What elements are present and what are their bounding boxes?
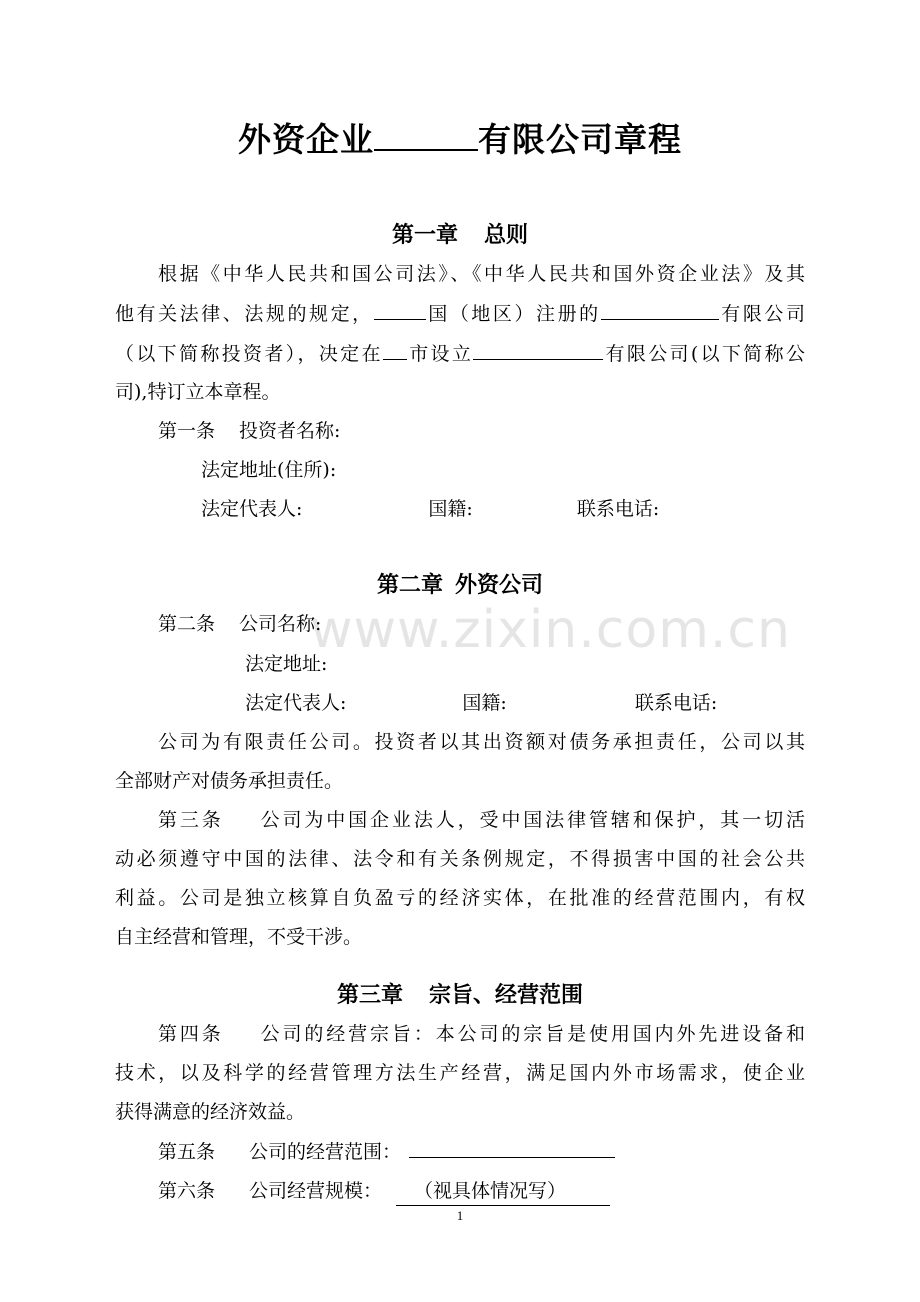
article-3: 第三条 公司为中国企业法人，受中国法律管辖和保护，其一切活 bbox=[158, 809, 805, 831]
paragraph-line: （以下简称投资者），决定在 市设立 有限公司(以下简称公 bbox=[115, 339, 805, 368]
watermark: www.zixin.com.cn bbox=[310, 600, 791, 660]
article-4: 第四条 公司的经营宗旨：本公司的宗旨是使用国内外先进设备和 bbox=[158, 1023, 805, 1045]
chapter-1-number: 第一章 bbox=[391, 223, 458, 248]
article-2: 第二条 公司名称: bbox=[158, 613, 322, 635]
article-1: 第一条 投资者名称: bbox=[158, 420, 341, 442]
title-blank bbox=[374, 119, 478, 151]
chapter-2-heading bbox=[0, 570, 920, 602]
document-title bbox=[0, 117, 920, 163]
chapter-1-name: 总则 bbox=[484, 223, 529, 248]
paragraph-line: 动必须遵守中国的法律、法令和有关条例规定，不得损害中国的社会公共 bbox=[115, 848, 805, 870]
paragraph-line: 根据《中华人民共和国公司法》、《中华人民共和国外资企业法》及其 bbox=[158, 263, 805, 285]
blank-city bbox=[383, 339, 407, 360]
blank-investor-company bbox=[601, 299, 719, 320]
article-2-contacts: 法定代表人: 国籍: 联系电话: bbox=[245, 692, 718, 714]
blank-business-scale: （视具体情况写） bbox=[396, 1177, 610, 1206]
paragraph-line: 司),特订立本章程。 bbox=[115, 381, 281, 403]
chapter-2-name: 外资公司 bbox=[455, 573, 544, 598]
title-suffix: 有限公司章程 bbox=[478, 120, 682, 159]
chapter-2-number: 第二章 bbox=[376, 573, 443, 598]
blank-company-name bbox=[473, 339, 603, 360]
article-1-contacts: 法定代表人: 国籍: 联系电话: bbox=[201, 498, 660, 520]
paragraph-line: 自主经营和管理，不受干涉。 bbox=[115, 926, 363, 948]
article-5: 第五条 公司的经营范围： bbox=[115, 1137, 805, 1166]
chapter-1-heading bbox=[0, 220, 920, 252]
chapter-3-heading bbox=[0, 980, 920, 1012]
paragraph-line: 技术，以及科学的经营管理方法生产经营，满足国内外市场需求，使企业 bbox=[115, 1062, 805, 1084]
blank-business-scope bbox=[409, 1137, 615, 1158]
article-2-address: 法定地址: bbox=[245, 653, 328, 675]
page-number: 1 bbox=[456, 1208, 464, 1223]
paragraph-line: 公司为有限责任公司。投资者以其出资额对债务承担责任，公司以其 bbox=[158, 731, 805, 753]
paragraph-line: 利益。公司是独立核算自负盈亏的经济实体，在批准的经营范围内，有权 bbox=[115, 887, 805, 909]
article-6: 第六条 公司经营规模： （视具体情况写） bbox=[115, 1177, 805, 1206]
paragraph-line: 全部财产对债务承担责任。 bbox=[115, 770, 344, 792]
blank-country bbox=[374, 299, 426, 320]
article-1-address: 法定地址(住所): bbox=[201, 459, 337, 481]
chapter-3-number: 第三章 bbox=[336, 983, 403, 1008]
paragraph-line: 他有关法律、法规的规定， 国（地区）注册的 有限公司 bbox=[115, 299, 805, 328]
title-prefix: 外资企业 bbox=[238, 120, 374, 159]
chapter-3-name: 宗旨、经营范围 bbox=[429, 983, 584, 1008]
paragraph-line: 获得满意的经济效益。 bbox=[115, 1101, 306, 1123]
